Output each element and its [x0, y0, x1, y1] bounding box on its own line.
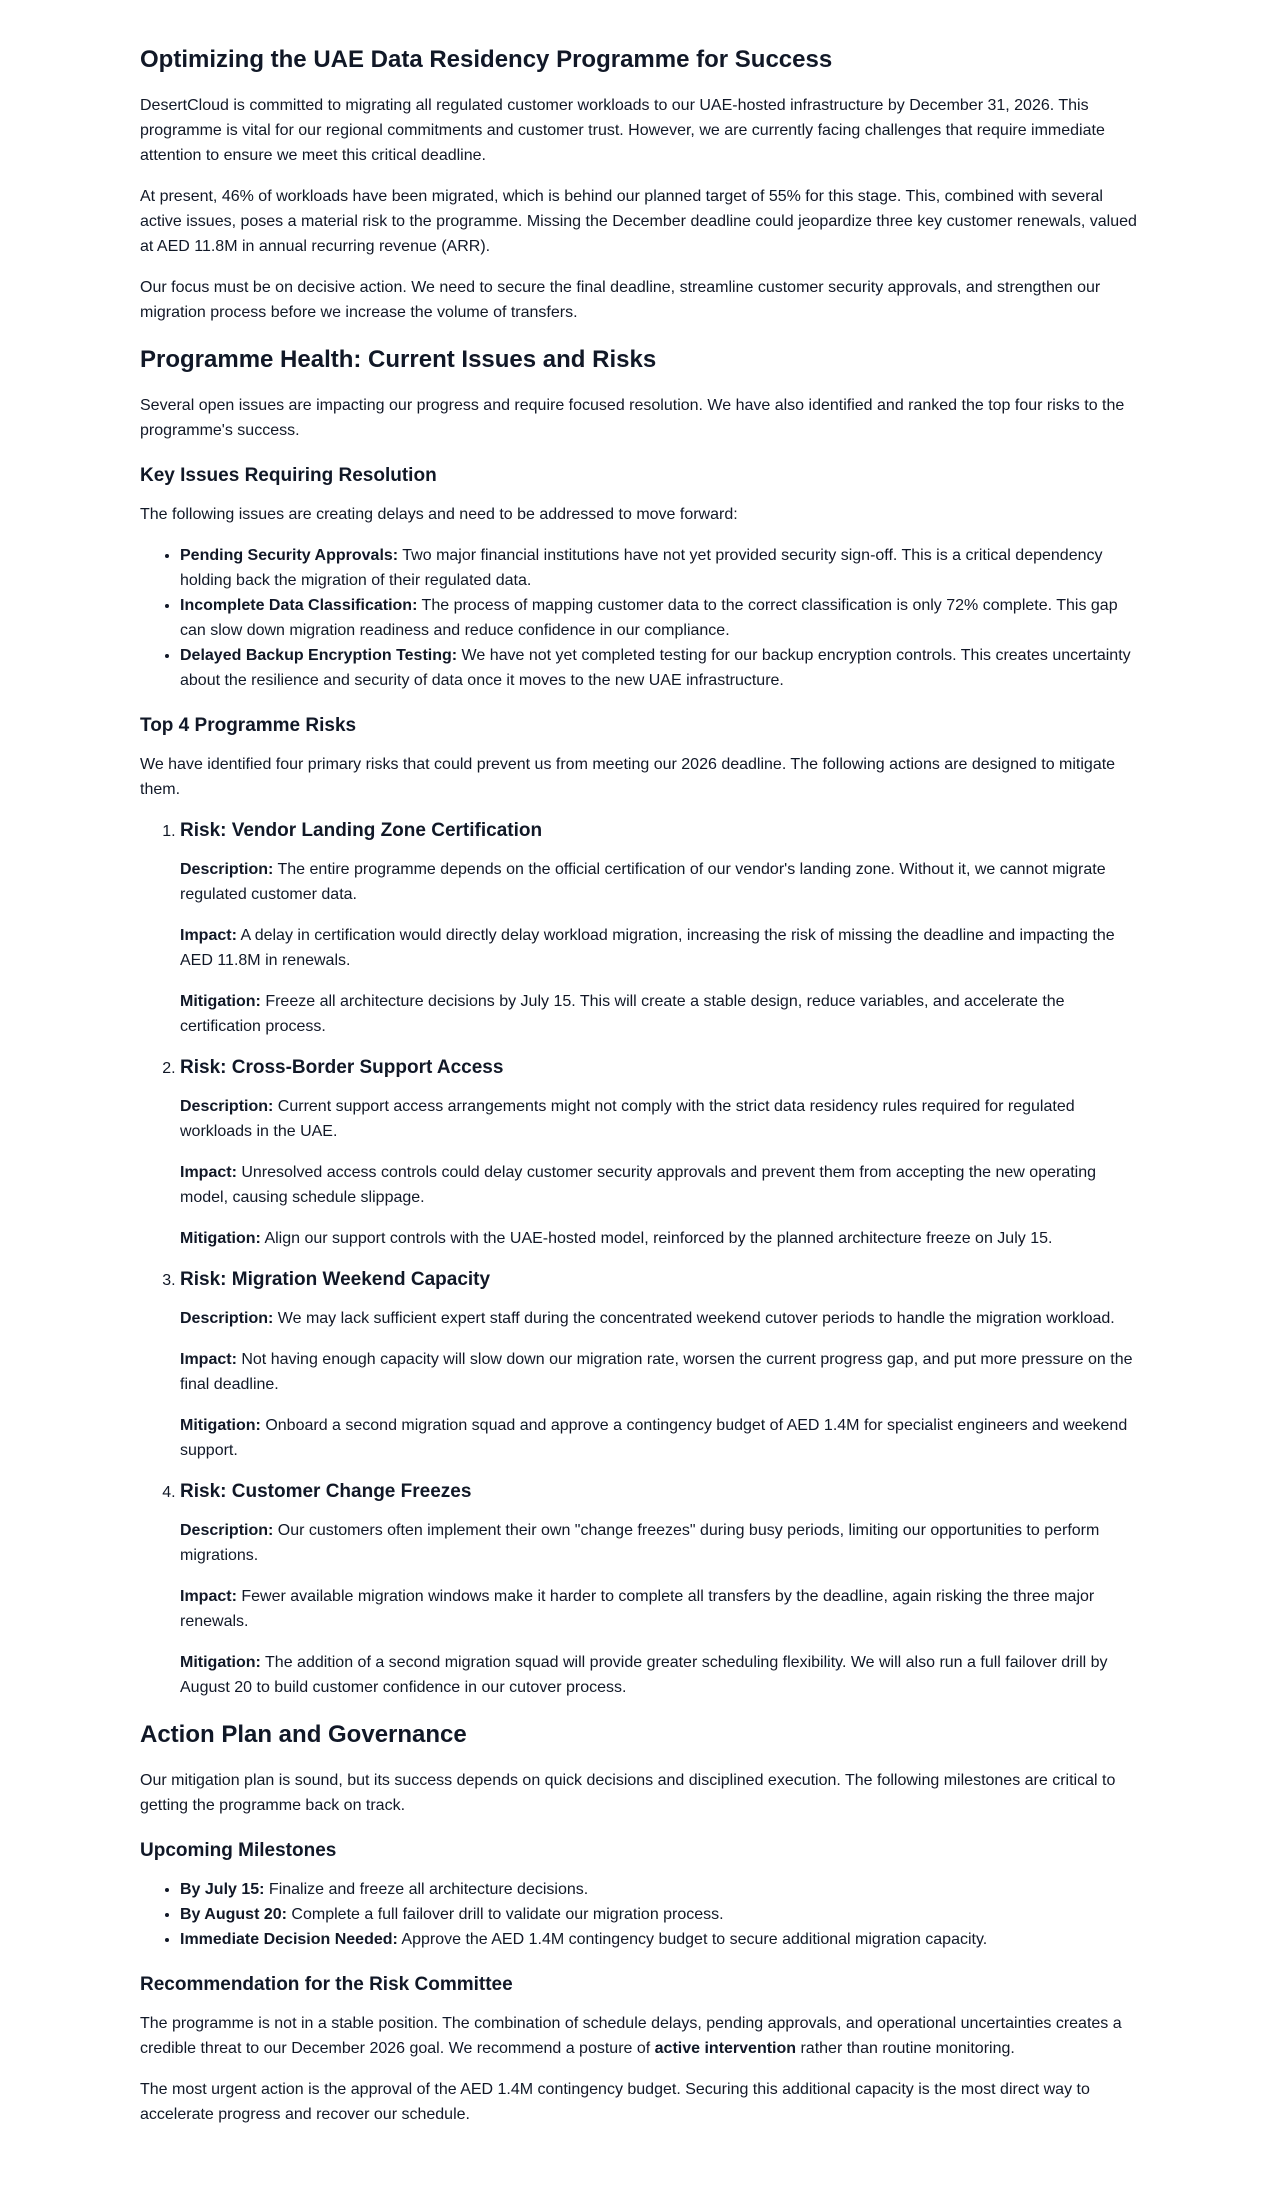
description-label: Description: — [180, 1310, 274, 1327]
mitigation-text: The addition of a second migration squad will provide greater scheduling flexibility. We will also run a full failover drill by August 20 to build customer confidence in our cutover process. — [180, 1654, 1108, 1696]
recommendation-text-end: rather than routine monitoring. — [796, 2040, 1015, 2057]
milestone-label: By July 15: — [180, 1881, 265, 1898]
risk-impact — [180, 1584, 1140, 1634]
mitigation-label: Mitigation: — [180, 993, 261, 1010]
risk-description — [180, 1306, 1140, 1331]
risk-title: 2. Risk: Cross-Border Support Access — [180, 1057, 504, 1078]
intro-paragraph: Our focus must be on decisive action. We need to secure the final deadline, streamline customer security approvals, and strengthen our migration process before we increase the volume of transfers. — [140, 279, 1101, 321]
issue-label: Pending Security Approvals: — [180, 547, 399, 564]
impact-label: Impact: — [180, 1164, 237, 1181]
description-label: Description: — [180, 1522, 274, 1539]
risk-item — [180, 818, 1140, 1039]
risks-list — [140, 818, 1140, 1700]
description-label: Description: — [180, 1098, 274, 1115]
risk-title: 1. Risk: Vendor Landing Zone Certification — [180, 820, 543, 841]
issue-label: Delayed Backup Encryption Testing: — [180, 647, 458, 664]
mitigation-text: Align our support controls with the UAE-hosted model, reinforced by the planned architecture freeze on July 15. — [260, 1230, 1053, 1247]
impact-label: Impact: — [180, 927, 237, 944]
issue-item — [180, 543, 1140, 593]
mitigation-text: Freeze all architecture decisions by July 15. This will create a stable design, reduce variables, and accelerate the certification process. — [180, 993, 1065, 1035]
issue-text: The process of mapping customer data to the correct classification is only 72% complete. This gap can slow down migration readiness and reduce confidence in our compliance. — [180, 597, 1118, 639]
milestone-item — [180, 1902, 1140, 1927]
recommendation-emphasis: active intervention — [654, 2040, 797, 2057]
subheading-top-risks: Top 4 Programme Risks — [140, 715, 357, 736]
impact-text: A delay in certification would directly delay workload migration, increasing the risk of missing the deadline and impacting the AED 11.8M in renewals. — [180, 927, 1115, 969]
risk-description — [180, 857, 1140, 907]
subheading-recommendation: Recommendation for the Risk Committee — [140, 1974, 513, 1995]
issue-item — [180, 593, 1140, 643]
section-heading-action-plan: Action Plan and Governance — [140, 1721, 467, 1748]
risk-title: 4. Risk: Customer Change Freezes — [180, 1481, 472, 1502]
risk-item — [180, 1267, 1140, 1463]
recommendation-paragraph — [140, 2011, 1140, 2061]
milestone-text: Complete a full failover drill to validate our migration process. — [286, 1906, 724, 1923]
document-title: Optimizing the UAE Data Residency Programme for Success — [140, 46, 833, 73]
milestone-text: Approve the AED 1.4M contingency budget to secure additional migration capacity. — [397, 1931, 988, 1948]
risk-mitigation — [180, 1650, 1140, 1700]
mitigation-text: Onboard a second migration squad and approve a contingency budget of AED 1.4M for specialist engineers and weekend support. — [180, 1417, 1128, 1459]
description-label: Description: — [180, 861, 274, 878]
risk-item — [180, 1479, 1140, 1700]
risks-intro: We have identified four primary risks that could prevent us from meeting our 2026 deadline. The following actions are designed to mitigate them. — [140, 756, 1116, 798]
description-text: Our customers often implement their own "change freezes" during busy periods, limiting our opportunities to perform migrations. — [180, 1522, 1100, 1564]
milestone-label: Immediate Decision Needed: — [180, 1931, 398, 1948]
section-heading-programme-health: Programme Health: Current Issues and Risks — [140, 346, 657, 373]
milestone-item — [180, 1877, 1140, 1902]
issue-item — [180, 643, 1140, 693]
document — [140, 0, 1140, 2183]
mitigation-label: Mitigation: — [180, 1654, 261, 1671]
intro-paragraph: At present, 46% of workloads have been migrated, which is behind our planned target of 55% for this stage. This, combined with several active issues, poses a material risk to the programme. Missing the December deadline could jeopardize three key customer renewals, valued at AED 11.8M in annual recurring revenue (ARR). — [140, 188, 1137, 255]
action-intro: Our mitigation plan is sound, but its success depends on quick decisions and disciplined execution. The following milestones are critical to getting the programme back on track. — [140, 1772, 1116, 1814]
description-text: We may lack sufficient expert staff during the concentrated weekend cutover periods to handle the migration workload. — [273, 1310, 1115, 1327]
mitigation-label: Mitigation: — [180, 1230, 261, 1247]
description-text: The entire programme depends on the official certification of our vendor's landing zone. Without it, we cannot migrate regulated customer data. — [180, 861, 1106, 903]
impact-label: Impact: — [180, 1351, 237, 1368]
mitigation-label: Mitigation: — [180, 1417, 261, 1434]
description-text: Current support access arrangements might not comply with the strict data residency rules required for regulated workloads in the UAE. — [180, 1098, 1075, 1140]
impact-label: Impact: — [180, 1588, 237, 1605]
closing-paragraph: The most urgent action is the approval of the AED 1.4M contingency budget. Securing this additional capacity is the most direct way to accelerate progress and recover our schedule. — [140, 2081, 1090, 2123]
milestone-item — [180, 1927, 1140, 1952]
intro-paragraph: DesertCloud is committed to migrating all regulated customer workloads to our UAE-hosted infrastructure by December 31, 2026. This programme is vital for our regional commitments and customer trust. However, we are currently facing challenges that require immediate attention to ensure we meet this critical deadline. — [140, 97, 1105, 164]
risk-item — [180, 1055, 1140, 1251]
issue-text: We have not yet completed testing for our backup encryption controls. This creates uncertainty about the resilience and security of data once it moves to the new UAE infrastructure. — [180, 647, 1131, 689]
issues-list — [140, 543, 1140, 693]
risk-impact — [180, 1160, 1140, 1210]
risk-mitigation — [180, 1413, 1140, 1463]
impact-text: Unresolved access controls could delay customer security approvals and prevent them from accepting the new operating model, causing schedule slippage. — [180, 1164, 1097, 1206]
milestone-text: Finalize and freeze all architecture decisions. — [264, 1881, 589, 1898]
milestone-label: By August 20: — [180, 1906, 287, 1923]
recommendation-text: The programme is not in a stable position. The combination of schedule delays, pending approvals, and operational uncertainties creates a credible threat to our December 2026 goal. We recommend a posture of — [140, 2015, 1122, 2057]
health-intro: Several open issues are impacting our progress and require focused resolution. We have also identified and ranked the top four risks to the programme's success. — [140, 397, 1125, 439]
subheading-key-issues: Key Issues Requiring Resolution — [140, 465, 437, 486]
risk-mitigation — [180, 989, 1140, 1039]
milestones-list — [140, 1877, 1140, 1952]
risk-description — [180, 1094, 1140, 1144]
subheading-milestones: Upcoming Milestones — [140, 1840, 337, 1861]
risk-impact — [180, 923, 1140, 973]
issue-label: Incomplete Data Classification: — [180, 597, 418, 614]
impact-text: Fewer available migration windows make it harder to complete all transfers by the deadline, again risking the three major renewals. — [180, 1588, 1095, 1630]
impact-text: Not having enough capacity will slow down our migration rate, worsen the current progress gap, and put more pressure on the final deadline. — [180, 1351, 1133, 1393]
issues-intro: The following issues are creating delays and need to be addressed to move forward: — [140, 506, 738, 523]
risk-impact — [180, 1347, 1140, 1397]
risk-mitigation — [180, 1226, 1140, 1251]
risk-title: 3. Risk: Migration Weekend Capacity — [180, 1269, 491, 1290]
issue-text: Two major financial institutions have not yet provided security sign-off. This is a critical dependency holding back the migration of their regulated data. — [180, 547, 1103, 589]
risk-description — [180, 1518, 1140, 1568]
